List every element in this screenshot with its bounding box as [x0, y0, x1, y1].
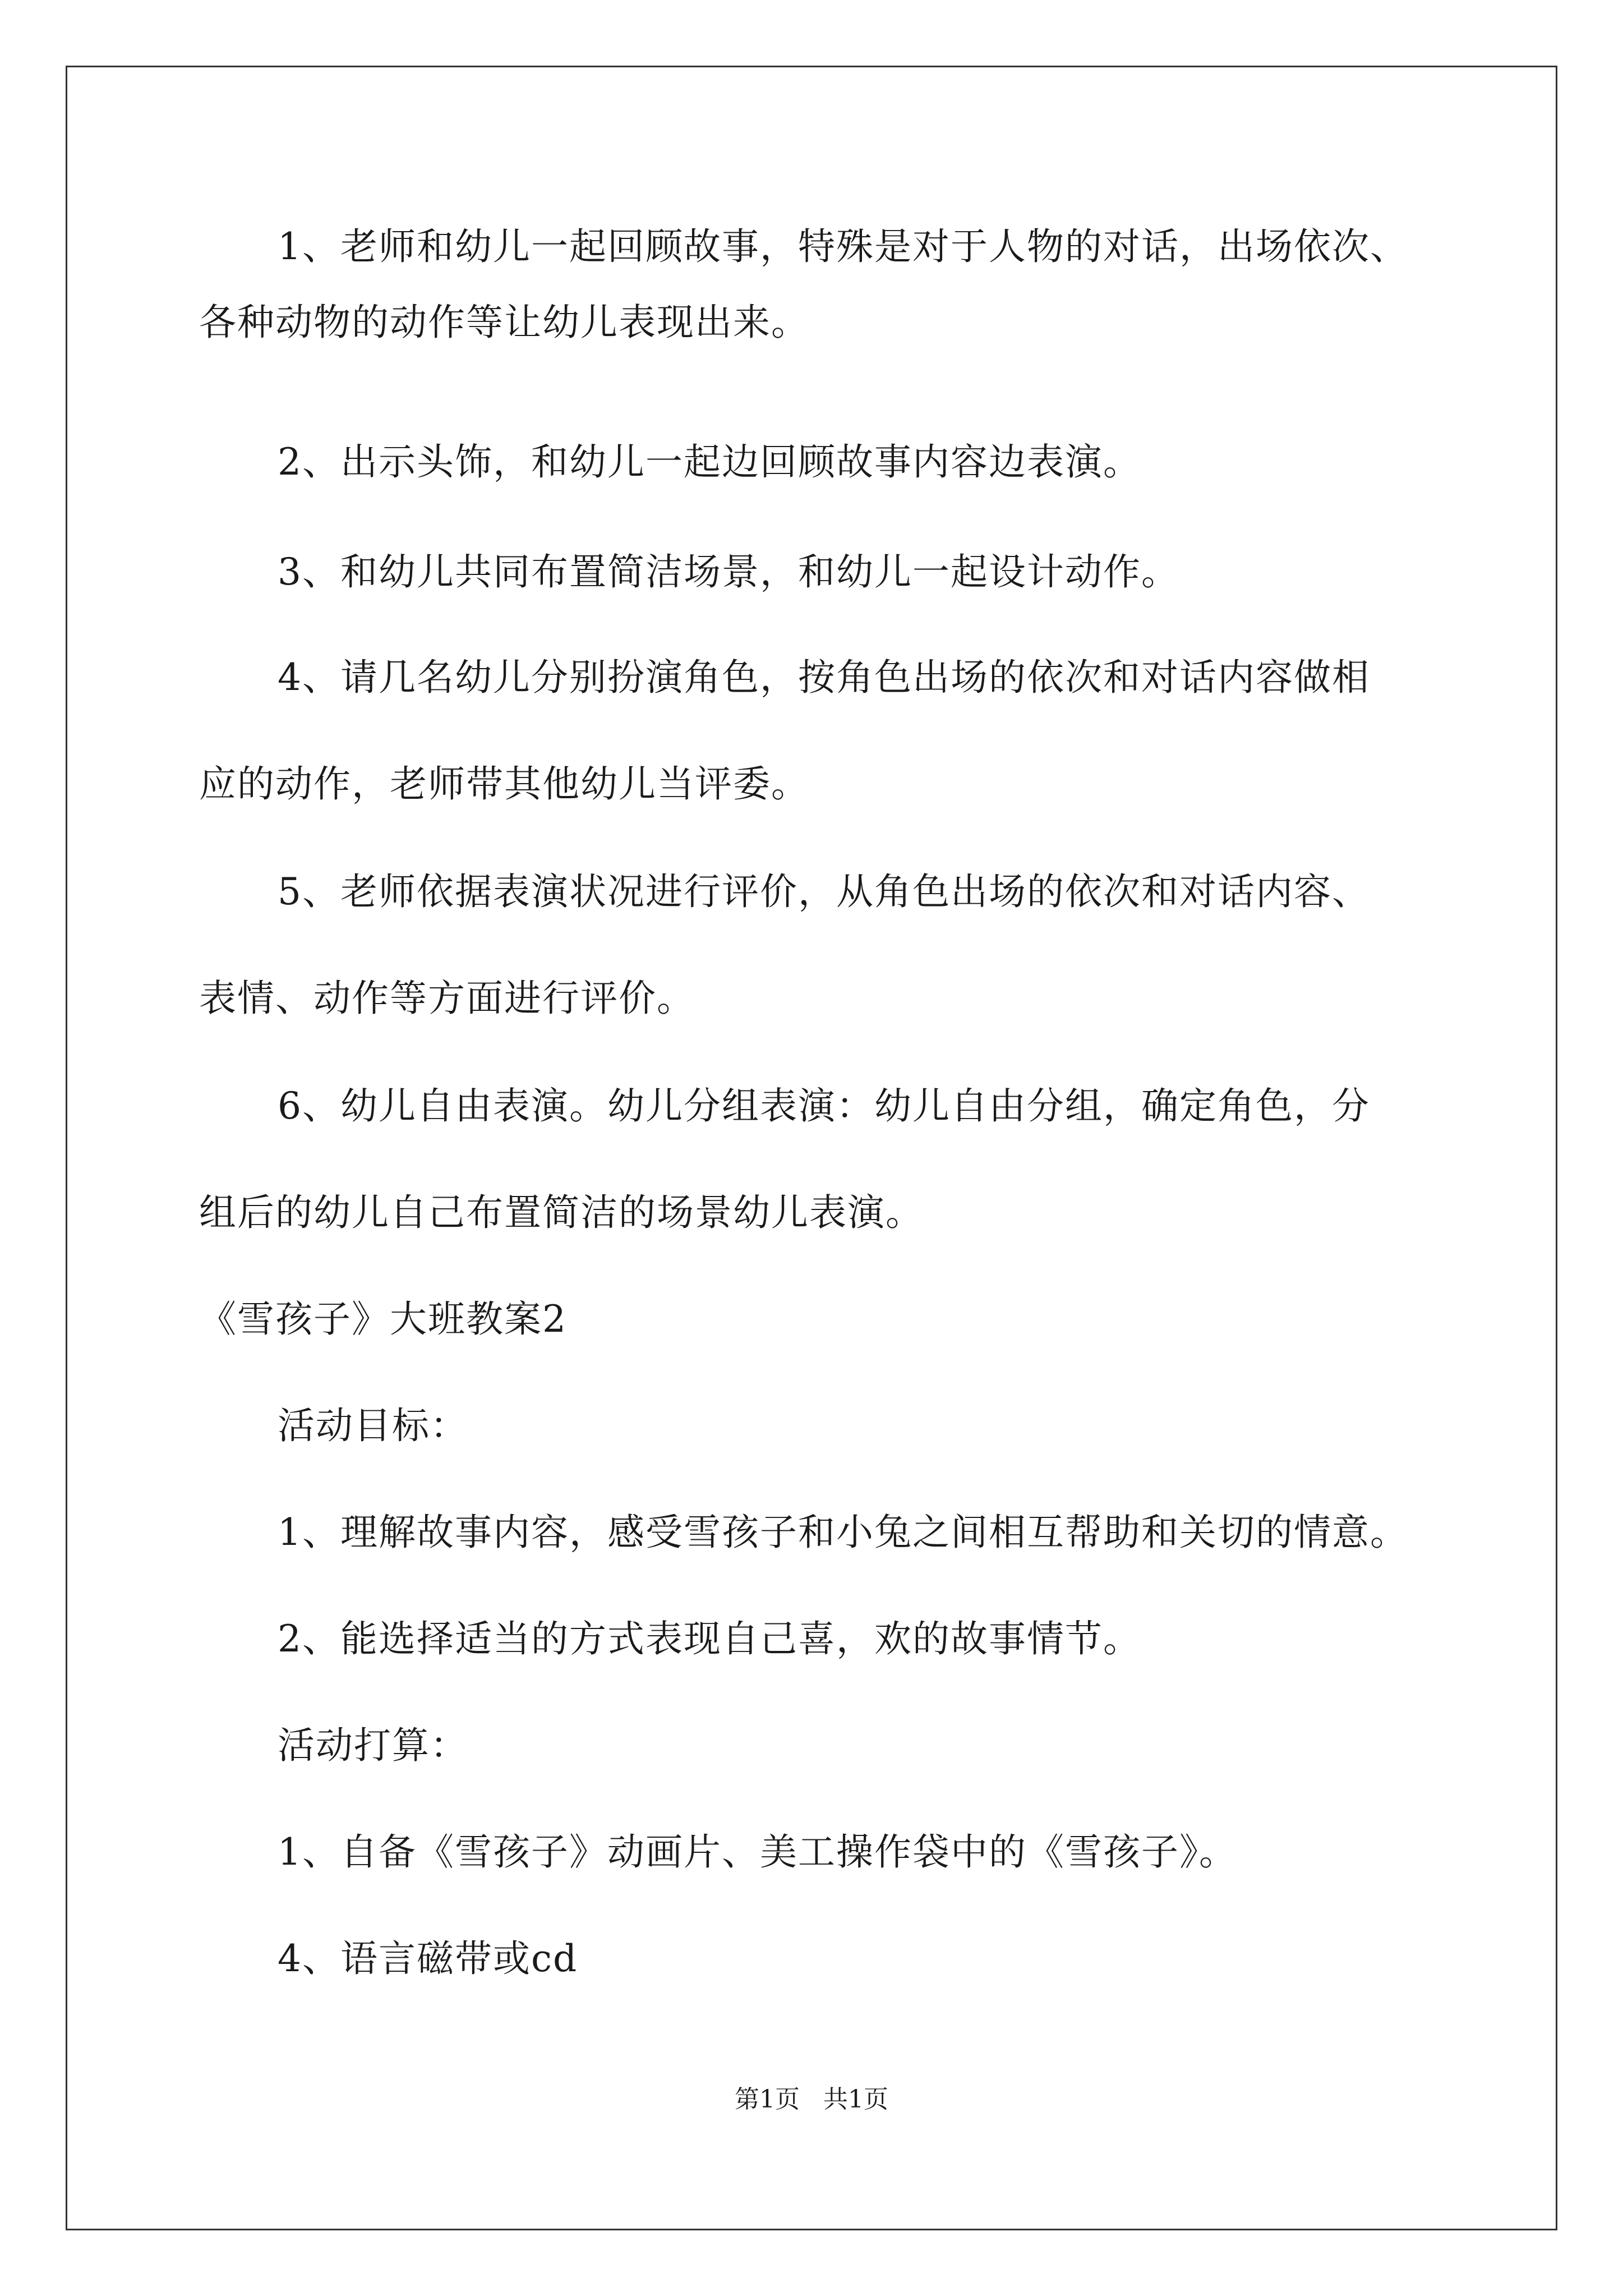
- paragraph-line: 表情、动作等方面进行评价。: [199, 977, 695, 1020]
- paragraph-line: 3、和幼儿共同布置简洁场景，和幼儿一起设计动作。: [278, 550, 1179, 593]
- paragraph-line: 4、请几名幼儿分别扮演角色，按角色出场的依次和对话内容做相: [278, 656, 1370, 699]
- paragraph-line: 1、老师和幼儿一起回顾故事，特殊是对于人物的对话，出场依次、: [278, 225, 1408, 268]
- paragraph-line: 4、语言磁带或cd: [278, 1937, 578, 1980]
- subheading-activity-goals: 活动目标：: [278, 1404, 468, 1447]
- paragraph-line: 1、自备《雪孩子》动画片、美工操作袋中的《雪孩子》。: [278, 1830, 1237, 1874]
- subheading-activity-prep: 活动打算：: [278, 1724, 468, 1767]
- paragraph-line: 6、幼儿自由表演。幼儿分组表演：幼儿自由分组，确定角色，分: [278, 1084, 1370, 1128]
- paragraph-line: 应的动作，老师带其他幼儿当评委。: [199, 762, 809, 806]
- paragraph-line: 1、理解故事内容，感受雪孩子和小兔之间相互帮助和关切的情意。: [278, 1511, 1408, 1554]
- paragraph-line: 5、老师依据表演状况进行评价，从角色出场的依次和对话内容、: [278, 870, 1370, 913]
- paragraph-line: 2、能选择适当的方式表现自己喜，欢的故事情节。: [278, 1617, 1141, 1660]
- paragraph-line: 组后的幼儿自己布置简洁的场景幼儿表演。: [199, 1191, 924, 1234]
- section-heading: 《雪孩子》大班教案2: [199, 1297, 567, 1341]
- page-number-footer: 第1页 共1页: [735, 2085, 888, 2114]
- page-border: [66, 66, 1557, 2230]
- paragraph-line: 各种动物的动作等让幼儿表现出来。: [199, 301, 809, 344]
- paragraph-line: 2、出示头饰，和幼儿一起边回顾故事内容边表演。: [278, 440, 1141, 484]
